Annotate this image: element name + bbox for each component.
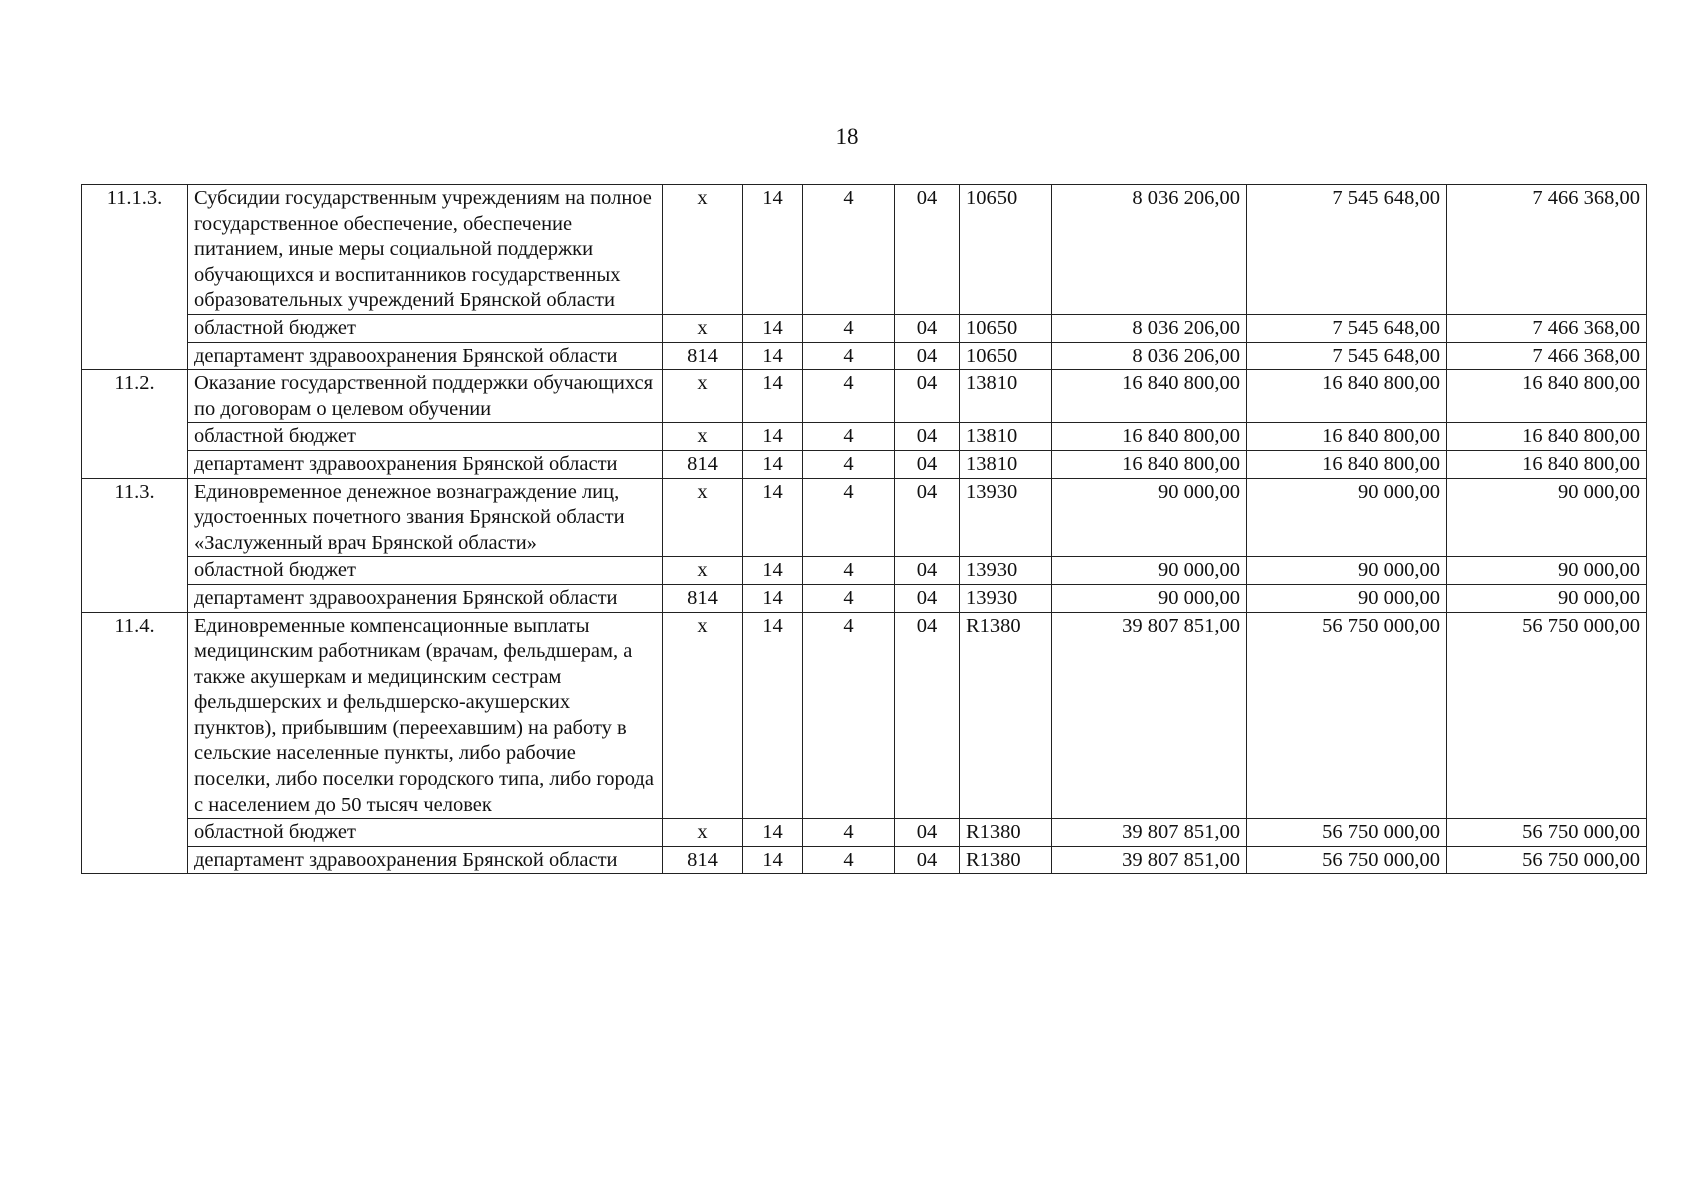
expense-code-cell: R1380 xyxy=(960,612,1052,819)
amount-year3-cell: 56 750 000,00 xyxy=(1447,846,1647,874)
item-name-cell: департамент здравоохранения Брянской области xyxy=(188,342,663,370)
expense-code-cell: 13810 xyxy=(960,450,1052,478)
amount-year3-cell: 56 750 000,00 xyxy=(1447,819,1647,847)
expense-code-cell: 10650 xyxy=(960,185,1052,315)
expense-code-cell: 13810 xyxy=(960,370,1052,423)
amount-year2-cell: 90 000,00 xyxy=(1247,478,1447,557)
budget-table xyxy=(81,184,1647,874)
program-code-cell: 04 xyxy=(895,846,960,874)
item-row xyxy=(82,370,1647,423)
item-name-cell: департамент здравоохранения Брянской области xyxy=(188,450,663,478)
item-row xyxy=(82,612,1647,819)
amount-year1-cell: 16 840 800,00 xyxy=(1052,423,1247,451)
item-row xyxy=(82,478,1647,557)
program-code-cell: 04 xyxy=(895,478,960,557)
subsection-code-cell: 4 xyxy=(803,314,895,342)
grbs-code-cell: х xyxy=(663,819,743,847)
amount-year1-cell: 90 000,00 xyxy=(1052,478,1247,557)
item-name-cell: департамент здравоохранения Брянской области xyxy=(188,846,663,874)
subsection-code-cell: 4 xyxy=(803,423,895,451)
budget-source-row xyxy=(82,314,1647,342)
amount-year1-cell: 39 807 851,00 xyxy=(1052,612,1247,819)
grbs-code-cell: 814 xyxy=(663,846,743,874)
administrator-row xyxy=(82,450,1647,478)
amount-year3-cell: 90 000,00 xyxy=(1447,557,1647,585)
subsection-code-cell: 4 xyxy=(803,557,895,585)
program-code-cell: 04 xyxy=(895,370,960,423)
program-code-cell: 04 xyxy=(895,423,960,451)
budget-source-row xyxy=(82,819,1647,847)
item-name-cell: областной бюджет xyxy=(188,314,663,342)
amount-year2-cell: 16 840 800,00 xyxy=(1247,423,1447,451)
table-body xyxy=(82,185,1647,874)
amount-year2-cell: 7 545 648,00 xyxy=(1247,314,1447,342)
grbs-code-cell: х xyxy=(663,314,743,342)
amount-year3-cell: 90 000,00 xyxy=(1447,584,1647,612)
page-number: 18 xyxy=(835,124,859,149)
amount-year1-cell: 8 036 206,00 xyxy=(1052,314,1247,342)
section-code-cell: 14 xyxy=(743,370,803,423)
subsection-code-cell: 4 xyxy=(803,612,895,819)
subsection-code-cell: 4 xyxy=(803,478,895,557)
amount-year3-cell: 7 466 368,00 xyxy=(1447,185,1647,315)
amount-year2-cell: 7 545 648,00 xyxy=(1247,185,1447,315)
amount-year1-cell: 39 807 851,00 xyxy=(1052,819,1247,847)
section-code-cell: 14 xyxy=(743,584,803,612)
item-name-cell: областной бюджет xyxy=(188,819,663,847)
program-code-cell: 04 xyxy=(895,450,960,478)
subsection-code-cell: 4 xyxy=(803,342,895,370)
section-code-cell: 14 xyxy=(743,314,803,342)
grbs-code-cell: 814 xyxy=(663,342,743,370)
grbs-code-cell: х xyxy=(663,185,743,315)
amount-year1-cell: 16 840 800,00 xyxy=(1052,370,1247,423)
program-code-cell: 04 xyxy=(895,342,960,370)
expense-code-cell: 10650 xyxy=(960,314,1052,342)
section-code-cell: 14 xyxy=(743,450,803,478)
amount-year3-cell: 16 840 800,00 xyxy=(1447,450,1647,478)
grbs-code-cell: х xyxy=(663,557,743,585)
grbs-code-cell: х xyxy=(663,612,743,819)
budget-source-row xyxy=(82,557,1647,585)
expense-code-cell: 13930 xyxy=(960,478,1052,557)
item-name-cell: Субсидии государственным учреждениям на полное государственное обеспечение, обеспечение питанием, иные меры социальной поддержки обучающихся и воспитанников государственных образовательных учреждений Брянской области xyxy=(188,185,663,315)
program-code-cell: 04 xyxy=(895,612,960,819)
section-code-cell: 14 xyxy=(743,185,803,315)
administrator-row xyxy=(82,584,1647,612)
item-name-cell: Единовременные компенсационные выплаты медицинским работникам (врачам, фельдшерам, а также акушеркам и медицинским сестрам фельдшерских и фельдшерско-акушерских пунктов), прибывшим (переехавшим) на работу в сельские населенные пункты, либо рабочие поселки, либо поселки городского типа, либо города с населением до 50 тысяч человек xyxy=(188,612,663,819)
amount-year3-cell: 7 466 368,00 xyxy=(1447,342,1647,370)
subsection-code-cell: 4 xyxy=(803,846,895,874)
item-number-cell: 11.3. xyxy=(82,478,188,612)
amount-year1-cell: 16 840 800,00 xyxy=(1052,450,1247,478)
amount-year2-cell: 90 000,00 xyxy=(1247,557,1447,585)
item-number-cell: 11.4. xyxy=(82,612,188,874)
grbs-code-cell: х xyxy=(663,478,743,557)
expense-code-cell: 13930 xyxy=(960,557,1052,585)
program-code-cell: 04 xyxy=(895,557,960,585)
expense-code-cell: 13810 xyxy=(960,423,1052,451)
subsection-code-cell: 4 xyxy=(803,185,895,315)
amount-year1-cell: 8 036 206,00 xyxy=(1052,342,1247,370)
program-code-cell: 04 xyxy=(895,819,960,847)
amount-year3-cell: 90 000,00 xyxy=(1447,478,1647,557)
amount-year2-cell: 56 750 000,00 xyxy=(1247,612,1447,819)
section-code-cell: 14 xyxy=(743,557,803,585)
budget-source-row xyxy=(82,423,1647,451)
section-code-cell: 14 xyxy=(743,846,803,874)
subsection-code-cell: 4 xyxy=(803,450,895,478)
amount-year2-cell: 16 840 800,00 xyxy=(1247,370,1447,423)
amount-year2-cell: 56 750 000,00 xyxy=(1247,819,1447,847)
expense-code-cell: 10650 xyxy=(960,342,1052,370)
expense-code-cell: R1380 xyxy=(960,819,1052,847)
section-code-cell: 14 xyxy=(743,423,803,451)
program-code-cell: 04 xyxy=(895,314,960,342)
amount-year1-cell: 90 000,00 xyxy=(1052,557,1247,585)
section-code-cell: 14 xyxy=(743,342,803,370)
amount-year3-cell: 56 750 000,00 xyxy=(1447,612,1647,819)
administrator-row xyxy=(82,342,1647,370)
program-code-cell: 04 xyxy=(895,185,960,315)
grbs-code-cell: 814 xyxy=(663,584,743,612)
item-number-cell: 11.2. xyxy=(82,370,188,478)
subsection-code-cell: 4 xyxy=(803,370,895,423)
subsection-code-cell: 4 xyxy=(803,584,895,612)
grbs-code-cell: 814 xyxy=(663,450,743,478)
amount-year1-cell: 90 000,00 xyxy=(1052,584,1247,612)
section-code-cell: 14 xyxy=(743,478,803,557)
amount-year2-cell: 56 750 000,00 xyxy=(1247,846,1447,874)
item-name-cell: областной бюджет xyxy=(188,557,663,585)
section-code-cell: 14 xyxy=(743,612,803,819)
amount-year2-cell: 16 840 800,00 xyxy=(1247,450,1447,478)
amount-year3-cell: 7 466 368,00 xyxy=(1447,314,1647,342)
amount-year1-cell: 8 036 206,00 xyxy=(1052,185,1247,315)
amount-year2-cell: 7 545 648,00 xyxy=(1247,342,1447,370)
item-number-cell: 11.1.3. xyxy=(82,185,188,370)
administrator-row xyxy=(82,846,1647,874)
expense-code-cell: 13930 xyxy=(960,584,1052,612)
program-code-cell: 04 xyxy=(895,584,960,612)
item-name-cell: Единовременное денежное вознаграждение лиц, удостоенных почетного звания Брянской области «Заслуженный врач Брянской области» xyxy=(188,478,663,557)
item-name-cell: Оказание государственной поддержки обучающихся по договорам о целевом обучении xyxy=(188,370,663,423)
expense-code-cell: R1380 xyxy=(960,846,1052,874)
item-name-cell: департамент здравоохранения Брянской области xyxy=(188,584,663,612)
amount-year3-cell: 16 840 800,00 xyxy=(1447,423,1647,451)
grbs-code-cell: х xyxy=(663,370,743,423)
item-row xyxy=(82,185,1647,315)
item-name-cell: областной бюджет xyxy=(188,423,663,451)
amount-year1-cell: 39 807 851,00 xyxy=(1052,846,1247,874)
grbs-code-cell: х xyxy=(663,423,743,451)
amount-year3-cell: 16 840 800,00 xyxy=(1447,370,1647,423)
amount-year2-cell: 90 000,00 xyxy=(1247,584,1447,612)
subsection-code-cell: 4 xyxy=(803,819,895,847)
section-code-cell: 14 xyxy=(743,819,803,847)
